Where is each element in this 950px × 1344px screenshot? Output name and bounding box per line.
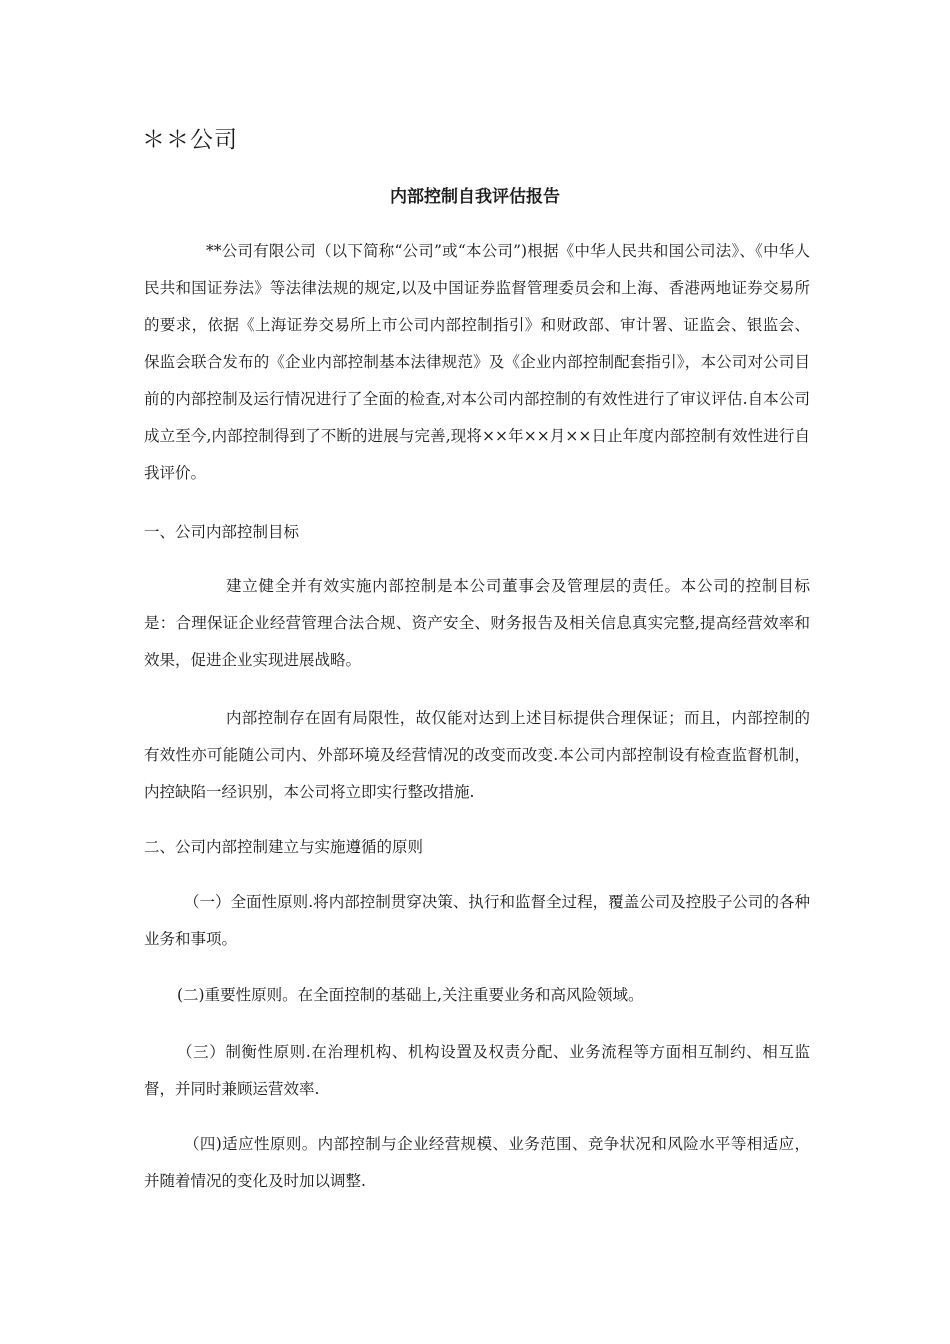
principle-4: （四)适应性原则。内部控制与企业经营规模、业务范围、竞争状况和风险水平等相适应，并随着情况的变化及时加以调整. — [144, 1135, 810, 1190]
section-1-paragraph-1: 建立健全并有效实施内部控制是本公司董事会及管理层的责任。本公司的控制目标是：合理保证企业经营管理合法合规、资产安全、财务报告及相关信息真实完整,提高经营效率和效果，促进企业实现进展战略。 — [144, 577, 810, 669]
section-1-heading: 一、公司内部控制目标 — [144, 523, 300, 541]
principle-3: （三）制衡性原则.在治理机构、机构设置及权责分配、业务流程等方面相互制约、相互监督，并同时兼顾运营效率. — [144, 1043, 810, 1098]
section-2-heading: 二、公司内部控制建立与实施遵循的原则 — [144, 838, 424, 856]
section-1-paragraph-2: 内部控制存在固有局限性，故仅能对达到上述目标提供合理保证；而且，内部控制的有效性亦可能随公司内、外部环境及经营情况的改变而改变.本公司内部控制设有检查监督机制，内控缺陷一经识别，本公司将立即实行整改措施. — [144, 709, 810, 801]
intro-paragraph: **公司有限公司（以下简称“公司”或“本公司”)根据《中华人民共和国公司法》、《中华人民共和国证券法》等法律法规的规定,以及中国证券监督管理委员会和上海、香港两地证券交易所的要求，依据《上海证券交易所上市公司内部控制指引》和财政部、审计署、证监会、银监会、保监会联合发布的《企业内部控制基本法律规范》及《企业内部控制配套指引》，本公司对公司目前的内部控制及运行情况进行了全面的检查,对本公司内部控制的有效性进行了审议评估.自本公司成立至今,内部控制得到了不断的进展与完善,现将××年××月××日止年度内部控制有效性进行自我评价。 — [144, 242, 810, 482]
principle-1: （一）全面性原则.将内部控制贯穿决策、执行和监督全过程，覆盖公司及控股子公司的各种业务和事项。 — [144, 893, 810, 948]
report-title: 内部控制自我评估报告 — [390, 187, 560, 207]
principle-2: (二)重要性原则。在全面控制的基础上,关注重要业务和高风险领域。 — [177, 986, 644, 1004]
company-name: ＊＊公司 — [142, 127, 238, 153]
